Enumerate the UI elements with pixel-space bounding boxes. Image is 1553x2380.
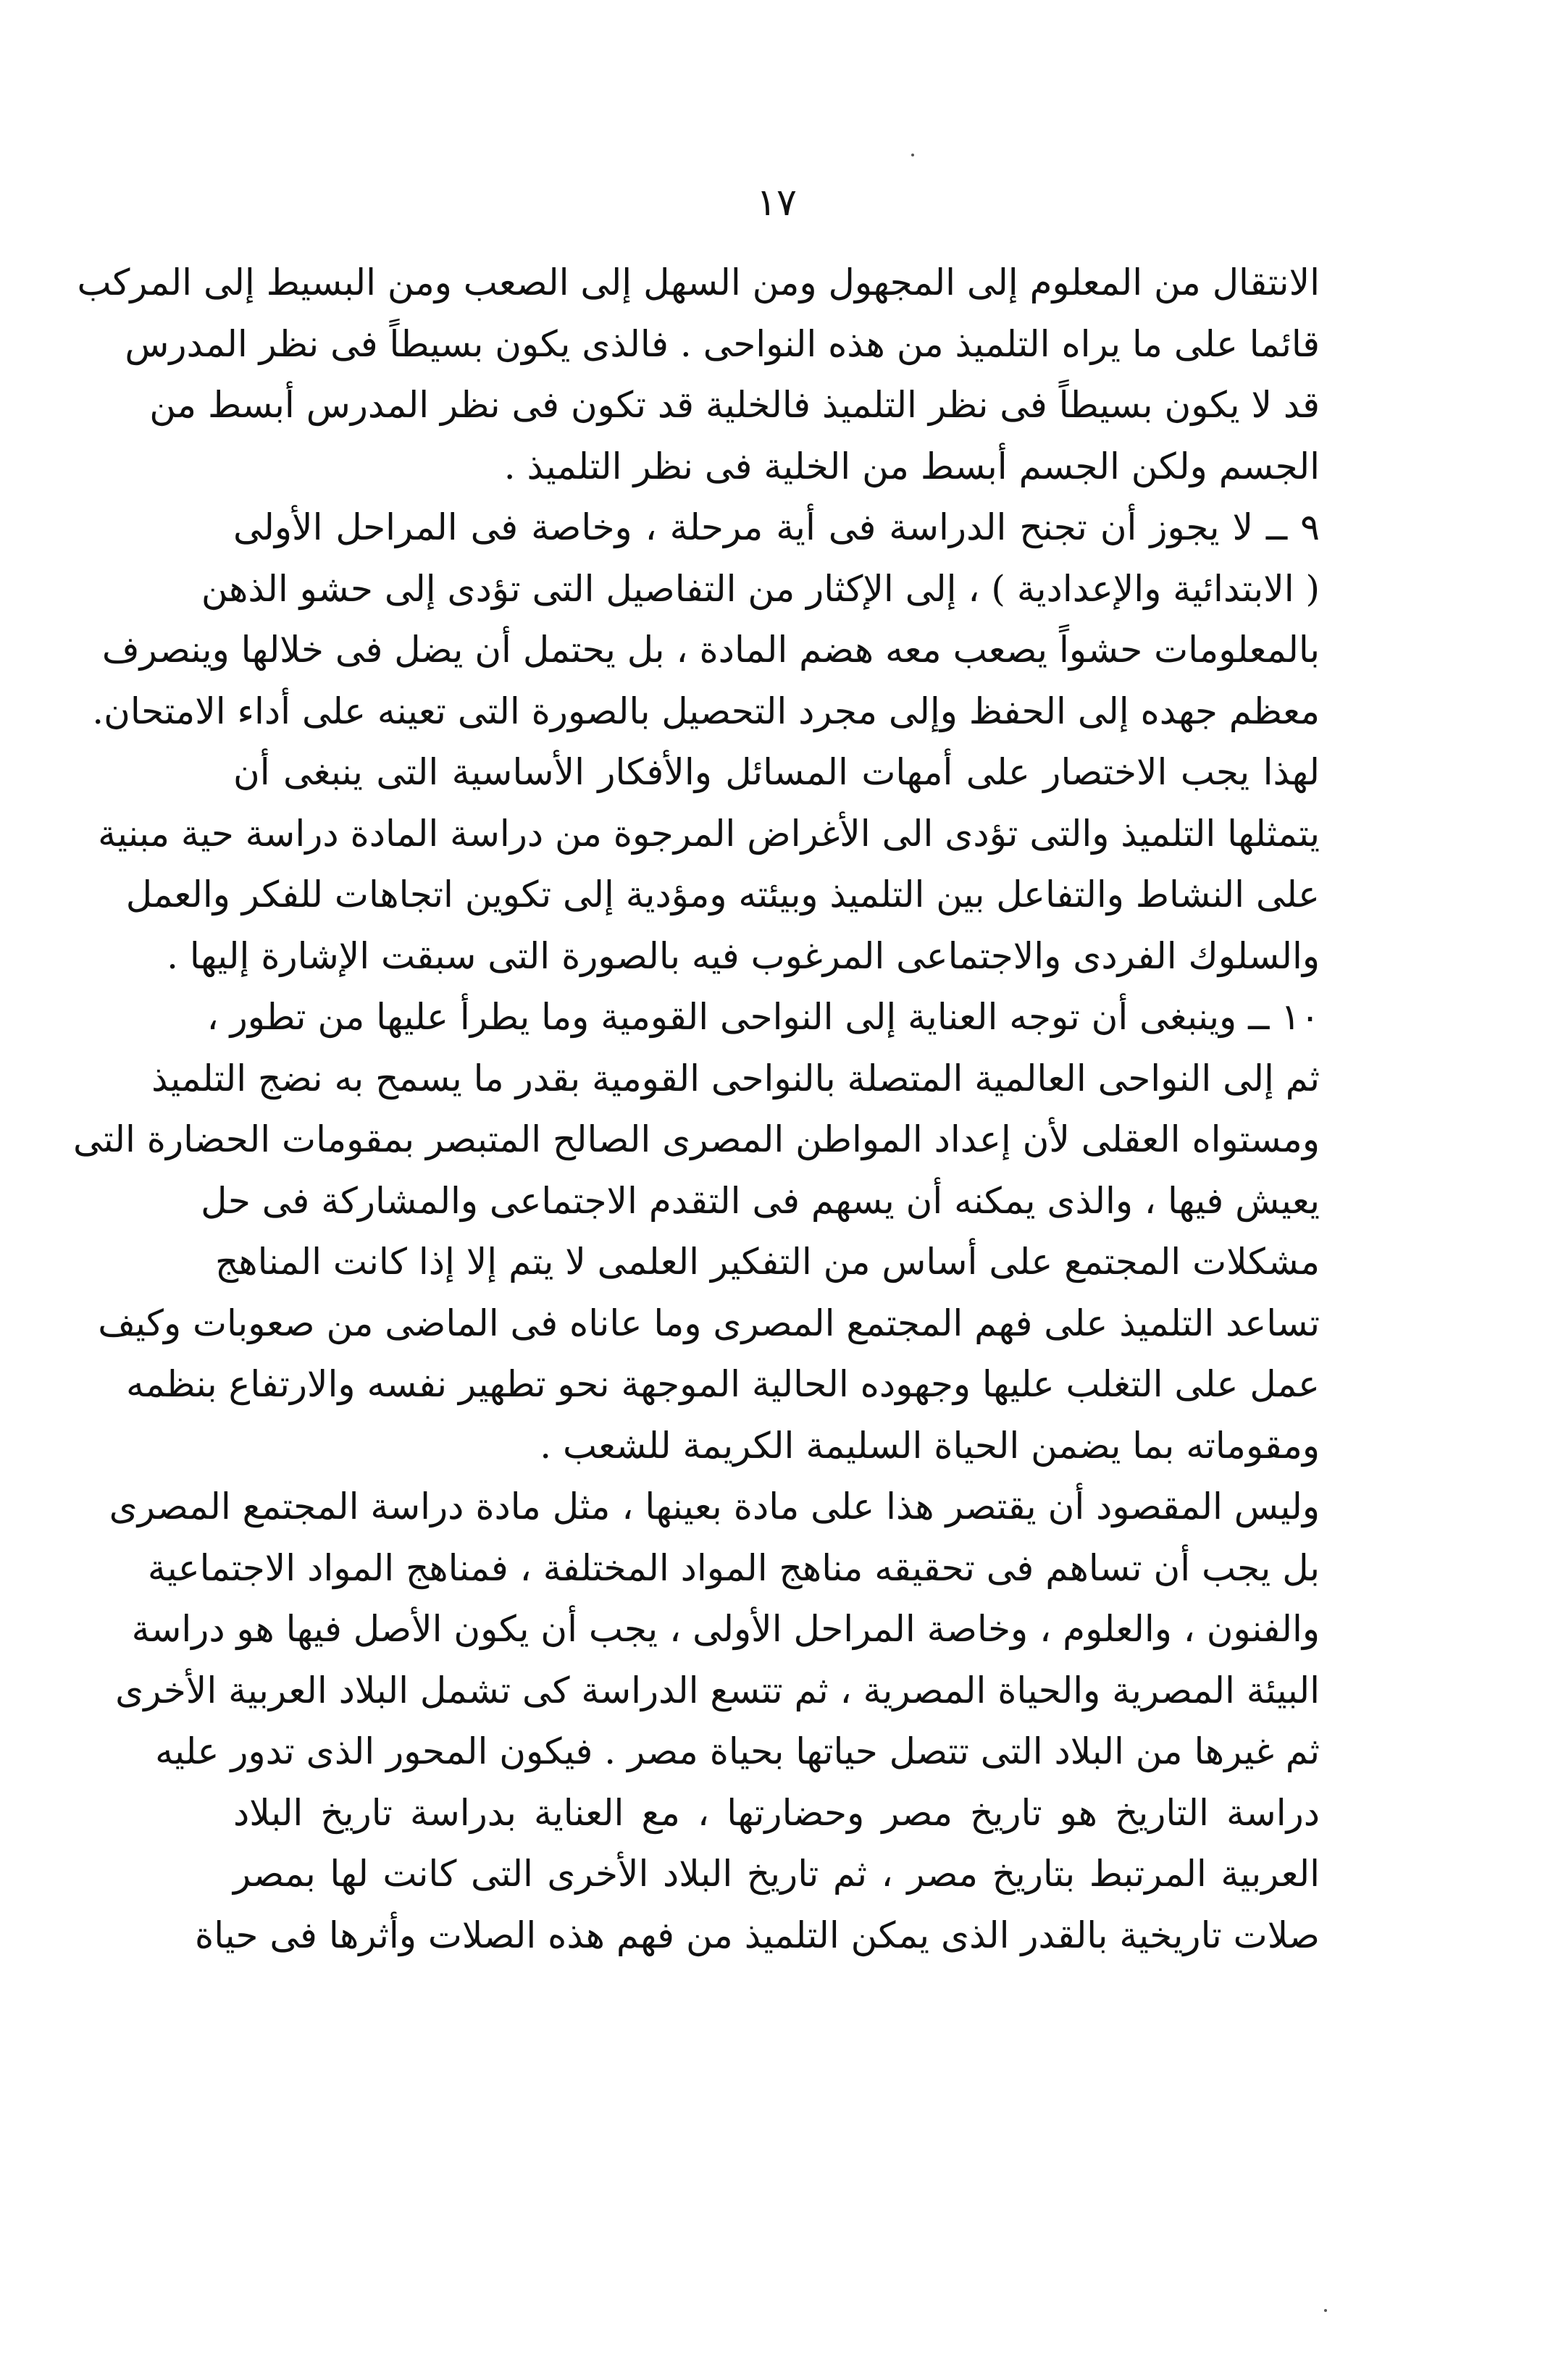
text-line: وليس المقصود أن يقتصر هذا على مادة بعينها ، مثل مادة دراسة المجتمع المصرى (109, 1486, 1320, 1528)
text-line: مشكلات المجتمع على أساس من التفكير العلمى لا يتم إلا إذا كانت المناهج (215, 1241, 1320, 1283)
text-line: قد لا يكون بسيطاً فى نظر التلميذ فالخلية قد تكون فى نظر المدرس أبسط من (149, 384, 1320, 426)
scan-speck (1324, 2309, 1327, 2312)
paragraph (77, 252, 1320, 497)
paragraph (92, 497, 1320, 742)
text-line: دراسة التاريخ هو تاريخ مصر وحضارتها ، مع العناية بدراسة تاريخ البلاد (233, 1791, 1320, 1834)
paragraph (98, 742, 1320, 986)
text-line: والسلوك الفردى والاجتماعى المرغوب فيه بالصورة التى سبقت الإشارة إليها . (167, 934, 1320, 977)
text-line: ثم إلى النواحى العالمية المتصلة بالنواحى القومية بقدر ما يسمح به نضج التلميذ (151, 1057, 1320, 1099)
text-line: صلات تاريخية بالقدر الذى يمكن التلميذ من فهم هذه الصلات وأثرها فى حياة (195, 1914, 1320, 1956)
text-line: ومقوماته بما يضمن الحياة السليمة الكريمة للشعب . (540, 1424, 1320, 1467)
text-line: البيئة المصرية والحياة المصرية ، ثم تتسع الدراسة كى تشمل البلاد العربية الأخرى (115, 1669, 1320, 1711)
text-line: بالمعلومات حشواً يصعب معه هضم المادة ، بل يحتمل أن يضل فى خلالها وينصرف (101, 629, 1320, 671)
text-line: يعيش فيها ، والذى يمكنه أن يسهم فى التقدم الاجتماعى والمشاركة فى حل (201, 1179, 1320, 1222)
page-number: ١٧ (756, 181, 797, 225)
text-line: تساعد التلميذ على فهم المجتمع المصرى وما عاناه فى الماضى من صعوبات وكيف (98, 1302, 1320, 1344)
scan-speck (911, 154, 914, 156)
text-line: ١٠ ــ وينبغى أن توجه العناية إلى النواحى القومية وما يطرأ عليها من تطور ، (206, 996, 1320, 1038)
text-line: ثم غيرها من البلاد التى تتصل حياتها بحياة مصر . فيكون المحور الذى تدور عليه (155, 1730, 1320, 1772)
text-line: والفنون ، والعلوم ، وخاصة المراحل الأولى ، يجب أن يكون الأصل فيها هو دراسة (131, 1608, 1320, 1650)
text-line: العربية المرتبط بتاريخ مصر ، ثم تاريخ البلاد الأخرى التى كانت لها بمصر (233, 1853, 1320, 1895)
text-line: بل يجب أن تساهم فى تحقيقه مناهج المواد المختلفة ، فمناهج المواد الاجتماعية (147, 1546, 1320, 1589)
paragraph (109, 1476, 1320, 1966)
paragraph (73, 986, 1320, 1476)
text-line: على النشاط والتفاعل بين التلميذ وبيئته ومؤدية إلى تكوين اتجاهات للفكر والعمل (125, 873, 1320, 915)
text-line: لهذا يجب الاختصار على أمهات المسائل والأفكار الأساسية التى ينبغى أن (233, 751, 1320, 793)
text-line: قائما على ما يراه التلميذ من هذه النواحى . فالذى يكون بسيطاً فى نظر المدرس (125, 322, 1320, 365)
text-line: الجسم ولكن الجسم أبسط من الخلية فى نظر التلميذ . (503, 445, 1320, 487)
text-line: ومستواه العقلى لأن إعداد المواطن المصرى الصالح المتبصر بمقومات الحضارة التى (73, 1118, 1320, 1160)
body-text (73, 252, 1320, 1966)
text-line: عمل على التغلب عليها وجهوده الحالية الموجهة نحو تطهير نفسه والارتفاع بنظمه (125, 1363, 1320, 1405)
text-line: ٩ ــ لا يجوز أن تجنح الدراسة فى أية مرحلة ، وخاصة فى المراحل الأولى (233, 506, 1320, 548)
text-line: الانتقال من المعلوم إلى المجهول ومن السهل إلى الصعب ومن البسيط إلى المركب (77, 261, 1320, 303)
text-line: معظم جهده إلى الحفظ وإلى مجرد التحصيل بالصورة التى تعينه على أداء الامتحان. (92, 690, 1320, 732)
text-line: يتمثلها التلميذ والتى تؤدى الى الأغراض المرجوة من دراسة المادة دراسة حية مبنية (98, 812, 1320, 855)
text-line: ( الابتدائية والإعدادية ) ، إلى الإكثار من التفاصيل التى تؤدى إلى حشو الذهن (201, 567, 1320, 610)
